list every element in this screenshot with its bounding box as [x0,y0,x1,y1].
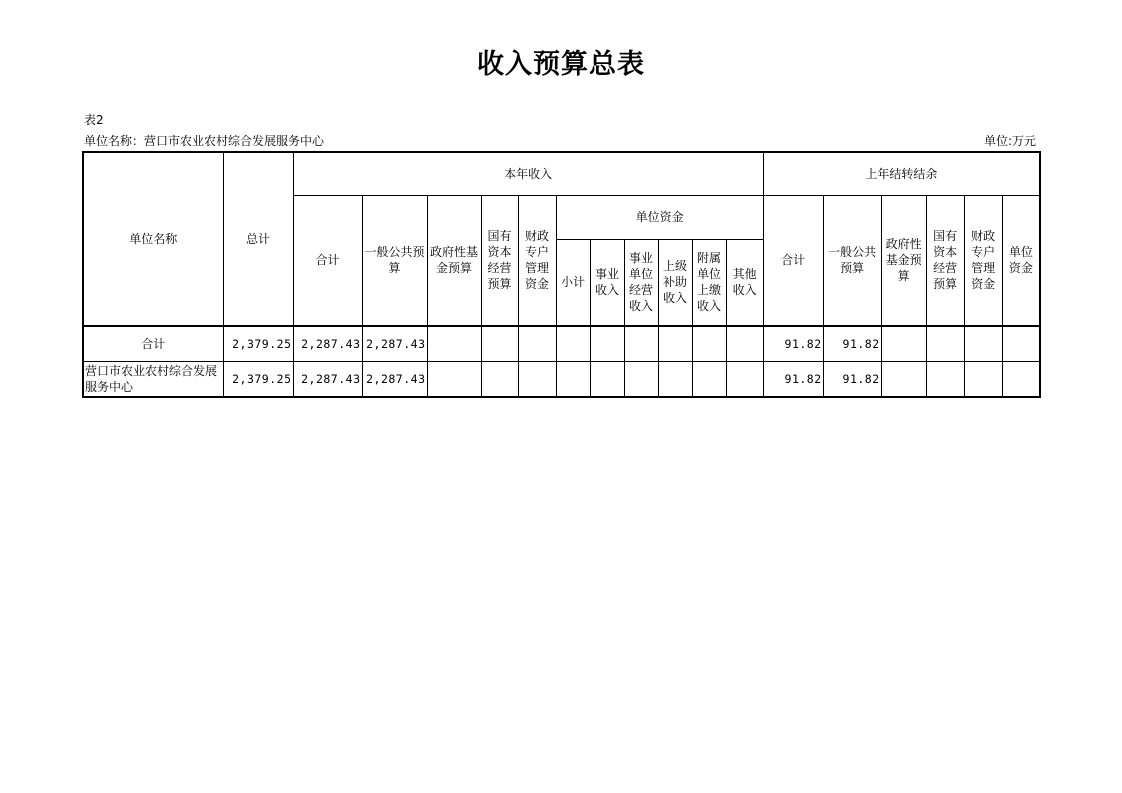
header-unit-funds: 单位资金 [556,195,763,239]
row-unit-name: 营口市农业农村综合发展服务中心 [83,361,223,397]
row-total: 2,379.25 [223,326,293,361]
table-header [83,152,1040,326]
header-general-budget: 一般公共预算 [362,195,427,326]
header-carryover-state-capital: 国有资本经营预算 [926,195,964,326]
row-carryover-gov-fund [881,361,926,397]
row-general-budget: 2,287.43 [362,361,427,397]
table-row [83,361,1040,397]
row-current-sum: 2,287.43 [293,326,362,361]
header-unit-name: 单位名称 [83,152,223,326]
row-total: 2,379.25 [223,361,293,397]
row-carryover-gov-fund [881,326,926,361]
header-gov-fund: 政府性基金预算 [427,195,481,326]
income-budget-table [82,151,1041,398]
row-subtotal [556,361,590,397]
header-carryover-unit-funds: 单位资金 [1002,195,1040,326]
row-superior-subsidy [658,361,692,397]
header-affiliated-income: 附属单位上缴收入 [692,239,726,326]
row-gov-fund [427,361,481,397]
unit-name-line: 单位名称：营口市农业农村综合发展服务中心 [84,134,325,148]
table-row [83,326,1040,361]
row-fiscal-account [518,361,556,397]
row-superior-subsidy [658,326,692,361]
header-subtotal: 小计 [556,239,590,326]
row-carryover-unit-funds [1002,361,1040,397]
row-carryover-fiscal [964,361,1002,397]
row-state-capital [481,361,518,397]
row-carryover-fiscal [964,326,1002,361]
row-affiliated-income [692,361,726,397]
row-carryover-state-capital [926,326,964,361]
header-carryover-gov-fund: 政府性基金预算 [881,195,926,326]
row-gov-fund [427,326,481,361]
row-unit-name: 合计 [83,326,223,361]
header-current-income: 本年收入 [293,152,763,195]
header-other-income: 其他收入 [726,239,763,326]
header-carryover-sum: 合计 [763,195,823,326]
header-carryover-general: 一般公共预算 [823,195,881,326]
header-business-income: 事业收入 [590,239,624,326]
row-carryover-general: 91.82 [823,361,881,397]
row-other-income [726,361,763,397]
row-business-income [590,326,624,361]
row-other-income [726,326,763,361]
row-current-sum: 2,287.43 [293,361,362,397]
row-subtotal [556,326,590,361]
table-number: 表2 [84,113,104,127]
header-operating-income: 事业单位经营收入 [624,239,658,326]
row-operating-income [624,361,658,397]
row-carryover-unit-funds [1002,326,1040,361]
row-carryover-sum: 91.82 [763,361,823,397]
row-business-income [590,361,624,397]
row-state-capital [481,326,518,361]
row-operating-income [624,326,658,361]
row-carryover-general: 91.82 [823,326,881,361]
currency-unit: 单位:万元 [983,134,1036,148]
header-superior-subsidy: 上级补助收入 [658,239,692,326]
page-title: 收入预算总表 [477,49,645,80]
header-sum: 合计 [293,195,362,326]
row-carryover-sum: 91.82 [763,326,823,361]
row-carryover-state-capital [926,361,964,397]
row-fiscal-account [518,326,556,361]
header-fiscal-account: 财政专户管理资金 [518,195,556,326]
header-total: 总计 [223,152,293,326]
header-state-capital: 国有资本经营预算 [481,195,518,326]
row-affiliated-income [692,326,726,361]
row-general-budget: 2,287.43 [362,326,427,361]
header-carryover: 上年结转结余 [763,152,1040,195]
header-carryover-fiscal: 财政专户管理资金 [964,195,1002,326]
